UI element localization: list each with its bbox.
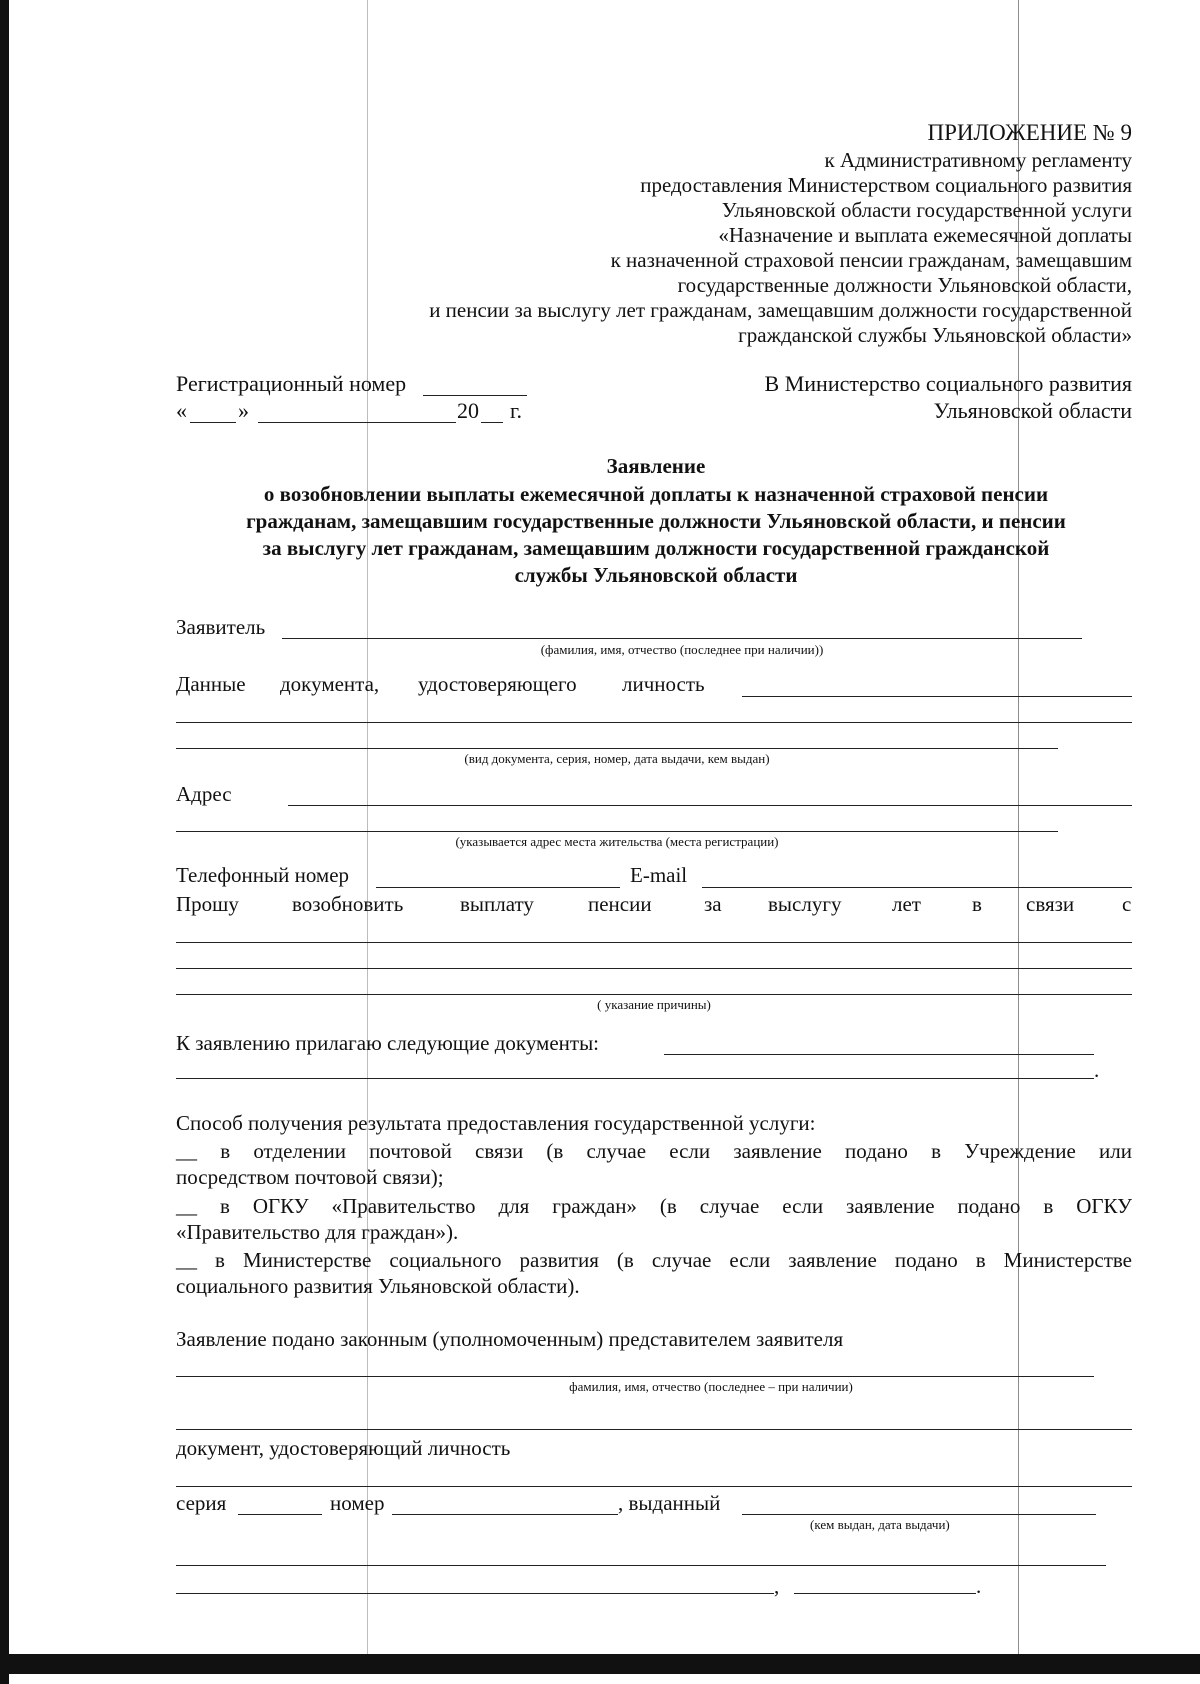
id-document-hint: (вид документа, серия, номер, дата выдачи, кем выдан) (464, 751, 770, 766)
fold-line-left (367, 0, 368, 1654)
registration-number-field[interactable] (423, 395, 527, 396)
request-word: с (1122, 892, 1132, 916)
request-word: выслугу (768, 892, 842, 916)
id-label-word: документа, (280, 672, 380, 696)
issued-comma: , (774, 1574, 780, 1598)
request-word: пенсии (588, 892, 652, 916)
attachments-field[interactable] (664, 1054, 1094, 1055)
number-label: номер (330, 1491, 385, 1515)
addressee-line-1: В Министерство социального развития (764, 371, 1132, 396)
address-field-line-2[interactable] (176, 831, 1058, 832)
request-word: связи (1026, 892, 1075, 916)
header-line: к назначенной страховой пенсии гражданам, замещавшим (610, 248, 1132, 272)
phone-label: Телефонный номер (176, 863, 350, 887)
year-prefix: 20 (457, 398, 479, 423)
appendix-title: ПРИЛОЖЕНИЕ № 9 (927, 120, 1132, 145)
delivery-option-ministry[interactable]: __ в Министерстве социального развития (в случае если заявление подано в Министерстве (176, 1248, 1132, 1272)
issued-hint: (кем выдан, дата выдачи) (810, 1517, 950, 1532)
id-label-word: удостоверяющего (418, 672, 577, 696)
request-word: возобновить (292, 892, 404, 916)
document-title: Заявление (606, 454, 706, 478)
title-line: гражданам, замещавшим государственные должности Ульяновской области, и пенсии (246, 509, 1066, 533)
id-document-field-line-3[interactable] (176, 748, 1058, 749)
address-label: Адрес (176, 782, 232, 806)
issued-end-dot: . (976, 1574, 982, 1598)
representative-doc-label: документ, удостоверяющий личность (176, 1436, 511, 1460)
date-close-quote: » (238, 398, 249, 423)
representative-name-hint: фамилия, имя, отчество (последнее – при наличии) (569, 1379, 853, 1394)
id-label-word: Данные (176, 672, 246, 696)
issued-label: , выданный (618, 1491, 721, 1515)
delivery-option-post[interactable]: __ в отделении почтовой связи (в случае если заявление подано в Учреждение или (176, 1139, 1132, 1163)
address-field[interactable] (288, 805, 1132, 806)
request-word: выплату (460, 892, 534, 916)
header-line: и пенсии за выслугу лет гражданам, замещавшим должности государственной (429, 298, 1132, 322)
issued-field-line-2[interactable] (176, 1565, 1106, 1566)
delivery-option-ministry-cont: социального развития Ульяновской области). (176, 1274, 580, 1298)
issued-field-line-3[interactable] (176, 1593, 774, 1594)
reason-field-line-1[interactable] (176, 942, 1132, 943)
representative-heading: Заявление подано законным (уполномоченным) представителем заявителя (176, 1327, 844, 1351)
title-line: о возобновлении выплаты ежемесячной доплаты к назначенной страховой пенсии (263, 482, 1049, 506)
scan-edge-left (0, 0, 9, 1684)
email-field[interactable] (702, 887, 1132, 888)
applicant-name-field[interactable] (282, 638, 1082, 639)
request-word: за (704, 892, 722, 916)
header-line: Ульяновской области государственной услуги (721, 198, 1132, 222)
id-document-field-line-2[interactable] (176, 722, 1132, 723)
reason-field-line-2[interactable] (176, 968, 1132, 969)
header-line: к Административному регламенту (824, 148, 1132, 172)
representative-extra-field[interactable] (176, 1429, 1132, 1430)
date-month-field[interactable] (258, 422, 456, 423)
title-line: за выслугу лет гражданам, замещавшим должности государственной гражданской (262, 536, 1050, 560)
applicant-label: Заявитель (176, 615, 266, 639)
date-open-quote: « (176, 398, 187, 423)
attachments-field-line-2[interactable] (176, 1078, 1094, 1079)
id-document-field[interactable] (742, 696, 1132, 697)
representative-name-field[interactable] (176, 1376, 1094, 1377)
title-line: службы Ульяновской области (514, 563, 798, 587)
phone-field[interactable] (376, 887, 620, 888)
attachments-end-dot: . (1094, 1058, 1100, 1082)
series-label: серия (176, 1491, 227, 1515)
attachments-label: К заявлению прилагаю следующие документы: (176, 1031, 600, 1055)
scan-edge-bottom (0, 1654, 1200, 1674)
delivery-option-ogku[interactable]: __ в ОГКУ «Правительство для граждан» (в случае если заявление подано в ОГКУ (176, 1194, 1132, 1218)
series-field[interactable] (238, 1514, 322, 1515)
request-word: лет (892, 892, 921, 916)
request-word: в (972, 892, 982, 916)
header-line: гражданской службы Ульяновской области» (738, 323, 1132, 347)
reason-hint: ( указание причины) (597, 997, 711, 1012)
addressee-line-2: Ульяновской области (933, 398, 1132, 423)
request-word: Прошу (176, 892, 239, 916)
delivery-option-post-cont: посредством почтовой связи); (176, 1165, 444, 1189)
header-line: государственные должности Ульяновской области, (677, 273, 1132, 297)
id-label-word: личность (622, 672, 705, 696)
reason-field-line-3[interactable] (176, 994, 1132, 995)
delivery-option-ogku-cont: «Правительство для граждан»). (176, 1220, 459, 1244)
email-label: E-mail (630, 863, 688, 887)
date-day-field[interactable] (190, 422, 236, 423)
number-field[interactable] (392, 1514, 618, 1515)
registration-number-label: Регистрационный номер (176, 371, 407, 396)
header-line: «Назначение и выплата ежемесячной доплаты (718, 223, 1132, 247)
address-hint: (указывается адрес места жительства (места регистрации) (455, 834, 779, 849)
issued-date-field[interactable] (794, 1593, 976, 1594)
header-line: предоставления Министерством социального развития (640, 173, 1132, 197)
year-suffix: г. (510, 398, 523, 423)
year-field[interactable] (481, 422, 503, 423)
representative-doc-field[interactable] (176, 1486, 1132, 1487)
applicant-hint: (фамилия, имя, отчество (последнее при наличии)) (540, 642, 824, 657)
delivery-heading: Способ получения результата предоставления государственной услуги: (176, 1111, 816, 1135)
issued-field[interactable] (742, 1514, 1096, 1515)
